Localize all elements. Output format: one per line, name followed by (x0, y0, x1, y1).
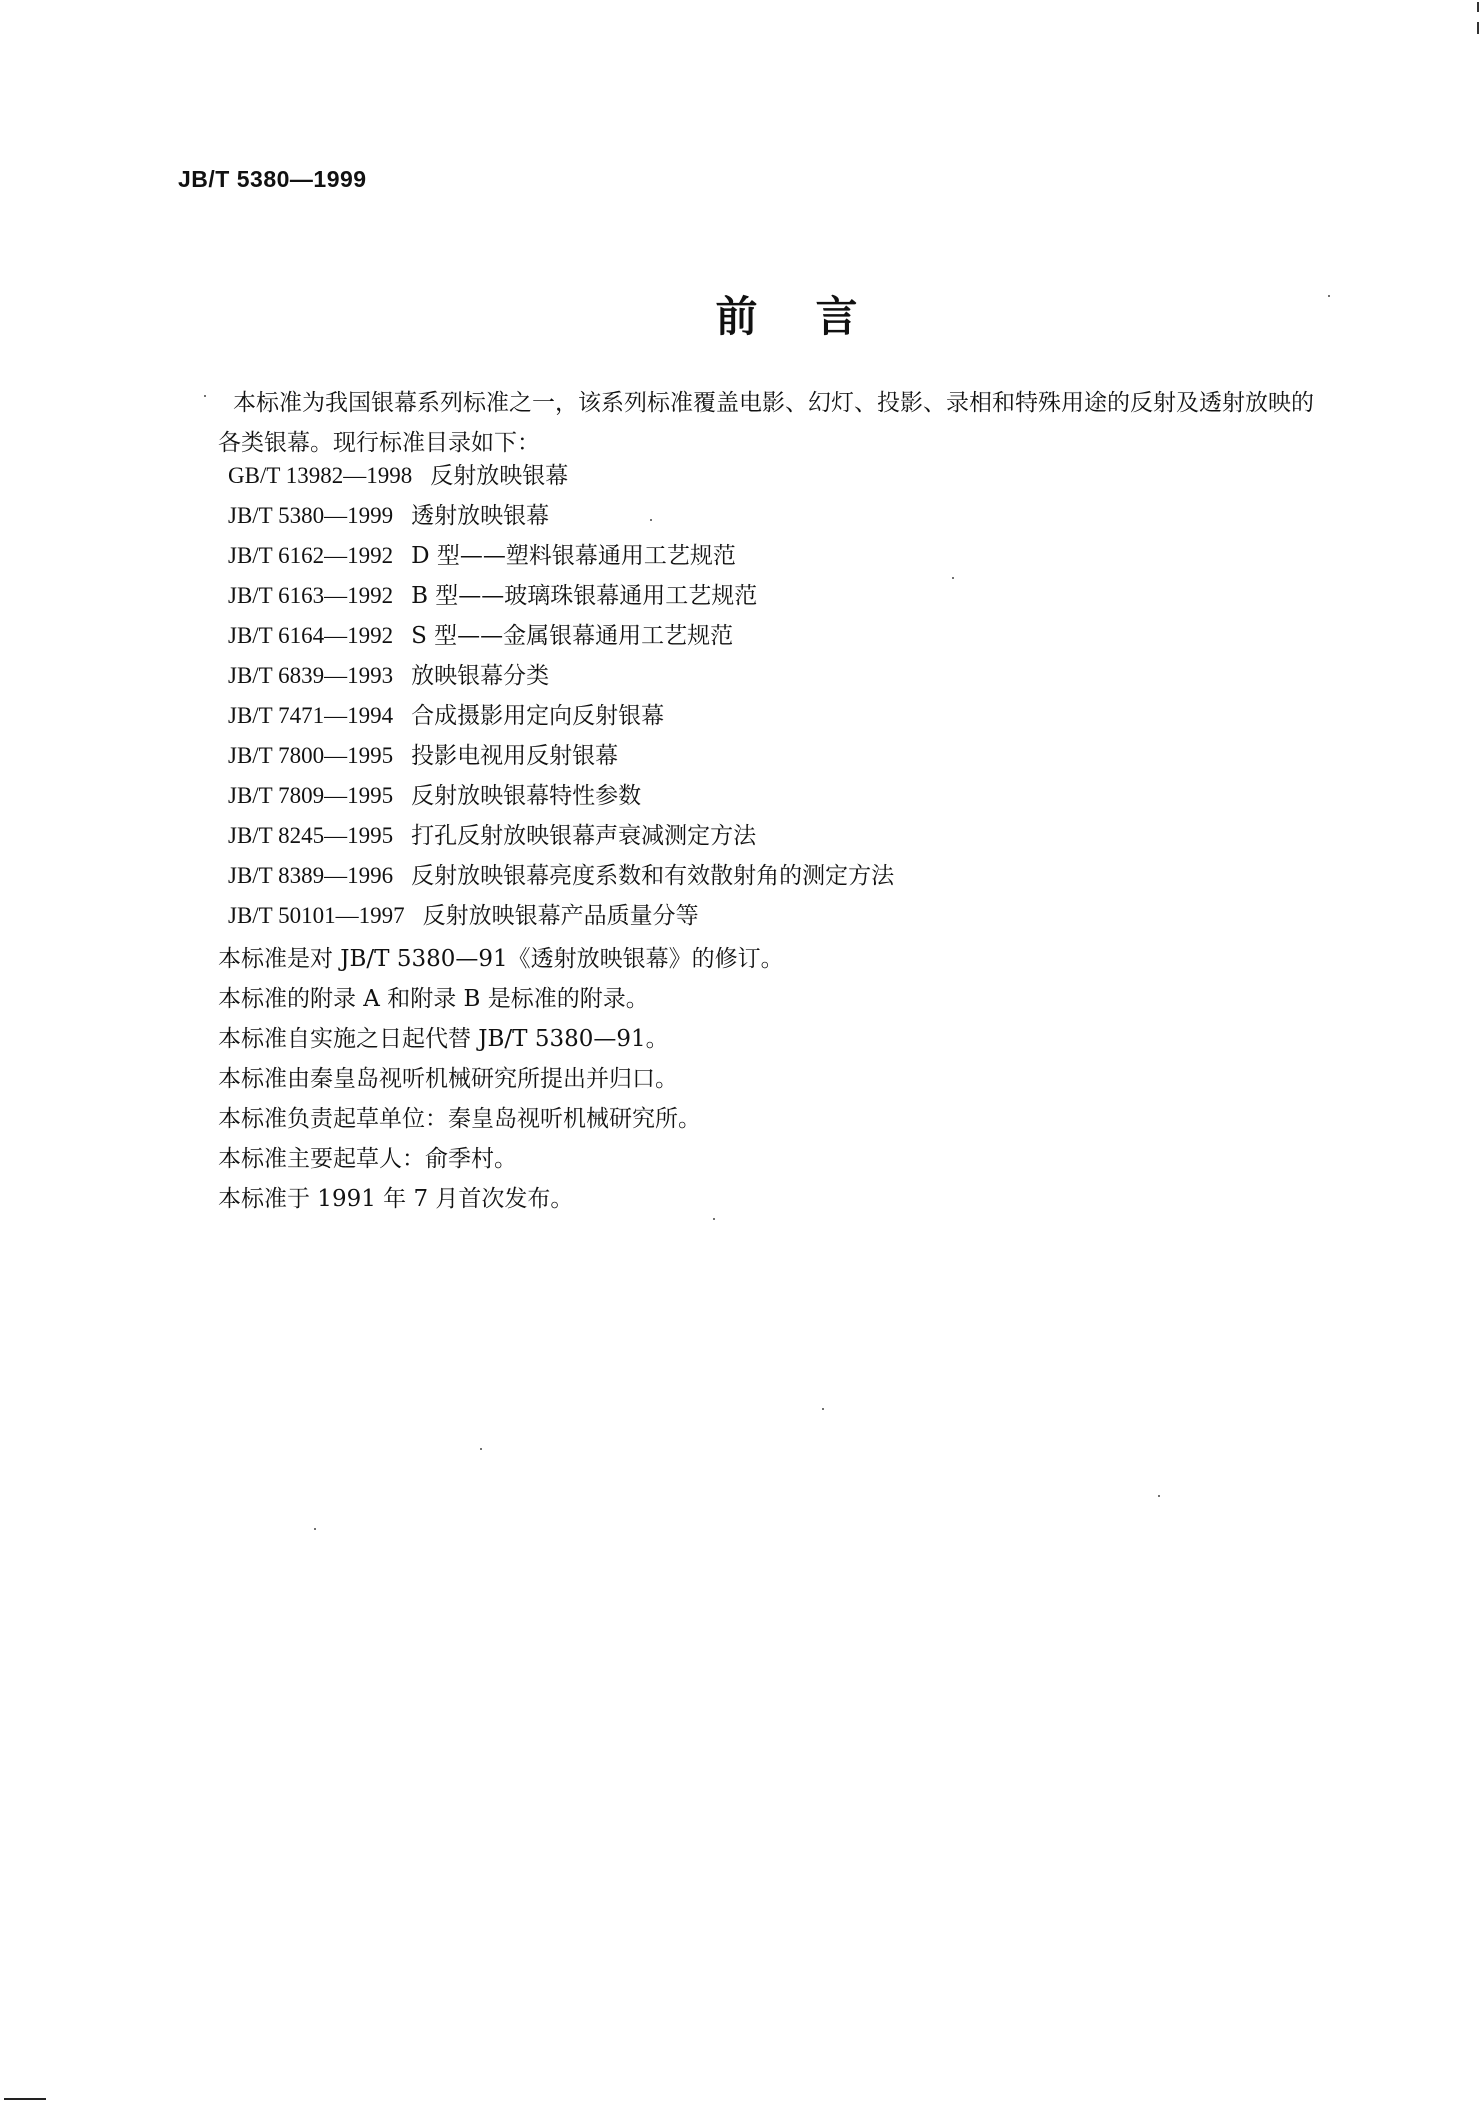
scan-corner-mark (4, 2098, 46, 2108)
list-item (228, 736, 1328, 776)
standard-name: D 型——塑料银幕通用工艺规范 (411, 543, 736, 569)
scan-speck (822, 1408, 824, 1410)
standard-code: JB/T 6163—1992 (228, 583, 394, 608)
list-item (228, 616, 1328, 656)
list-item (228, 776, 1328, 816)
standard-code: JB/T 7471—1994 (228, 703, 394, 728)
list-item (228, 496, 1328, 536)
standard-name: 反射放映银幕特性参数 (411, 783, 642, 809)
scan-speck (650, 519, 652, 521)
page-title: 前言 (715, 292, 916, 341)
list-item (228, 456, 1328, 496)
standard-code: JB/T 7809—1995 (228, 783, 394, 808)
scan-speck (952, 577, 954, 579)
standard-code: JB/T 5380—1999 (228, 503, 394, 528)
standard-name: 反射放映银幕产品质量分等 (422, 903, 699, 929)
standard-code: JB/T 6164—1992 (228, 623, 394, 648)
document-code-header: JB/T 5380—1999 (178, 166, 367, 192)
note-line: 本标准由秦皇岛视听机械研究所提出并归口。 (218, 1066, 678, 1092)
scan-speck (204, 395, 206, 397)
intro-paragraph: 本标准为我国银幕系列标准之一，该系列标准覆盖电影、幻灯、投影、录相和特殊用途的反射及透射放映的各类银幕。现行标准目录如下： (218, 390, 1314, 456)
note-line: 本标准负责起草单位：秦皇岛视听机械研究所。 (218, 1106, 701, 1132)
standard-name: B 型——玻璃珠银幕通用工艺规范 (411, 583, 758, 609)
scan-edge-mark (1477, 2, 1479, 12)
standard-code: JB/T 6839—1993 (228, 663, 394, 688)
scan-speck (713, 1218, 715, 1220)
note-line: 本标准是对 JB/T 5380—91《透射放映银幕》的修订。 (218, 946, 784, 972)
standard-name: 反射放映银幕亮度系数和有效散射角的测定方法 (411, 863, 895, 889)
standard-code: JB/T 50101—1997 (228, 903, 405, 928)
scan-speck (480, 1448, 482, 1450)
list-item (228, 816, 1328, 856)
standard-name: 投影电视用反射银幕 (411, 743, 619, 769)
standard-name: S 型——金属银幕通用工艺规范 (411, 623, 734, 649)
note-line: 本标准于 1991 年 7 月首次发布。 (218, 1186, 574, 1212)
standard-code: JB/T 8389—1996 (228, 863, 394, 888)
note-line: 本标准主要起草人：俞季村。 (218, 1146, 517, 1172)
list-item (228, 536, 1328, 576)
scan-speck (1158, 1495, 1160, 1497)
list-item (228, 896, 1328, 936)
scan-speck (314, 1528, 316, 1530)
standard-name: 合成摄影用定向反射银幕 (411, 703, 665, 729)
list-item (228, 576, 1328, 616)
standard-name: 反射放映银幕 (430, 463, 569, 489)
standard-name: 放映银幕分类 (411, 663, 550, 689)
standard-code: JB/T 7800—1995 (228, 743, 394, 768)
note-line: 本标准自实施之日起代替 JB/T 5380—91。 (218, 1026, 669, 1052)
list-item (228, 856, 1328, 896)
note-line: 本标准的附录 A 和附录 B 是标准的附录。 (218, 986, 649, 1012)
list-item (228, 696, 1328, 736)
standard-name: 透射放映银幕 (411, 503, 550, 529)
notes-list (218, 939, 1318, 1219)
scan-speck (1328, 295, 1330, 297)
scan-edge-mark (1477, 22, 1479, 34)
standard-code: GB/T 13982—1998 (228, 463, 413, 488)
standards-list (228, 456, 1328, 936)
standard-name: 打孔反射放映银幕声衰减测定方法 (411, 823, 757, 849)
standard-code: JB/T 6162—1992 (228, 543, 394, 568)
list-item (228, 656, 1328, 696)
standard-code: JB/T 8245—1995 (228, 823, 394, 848)
